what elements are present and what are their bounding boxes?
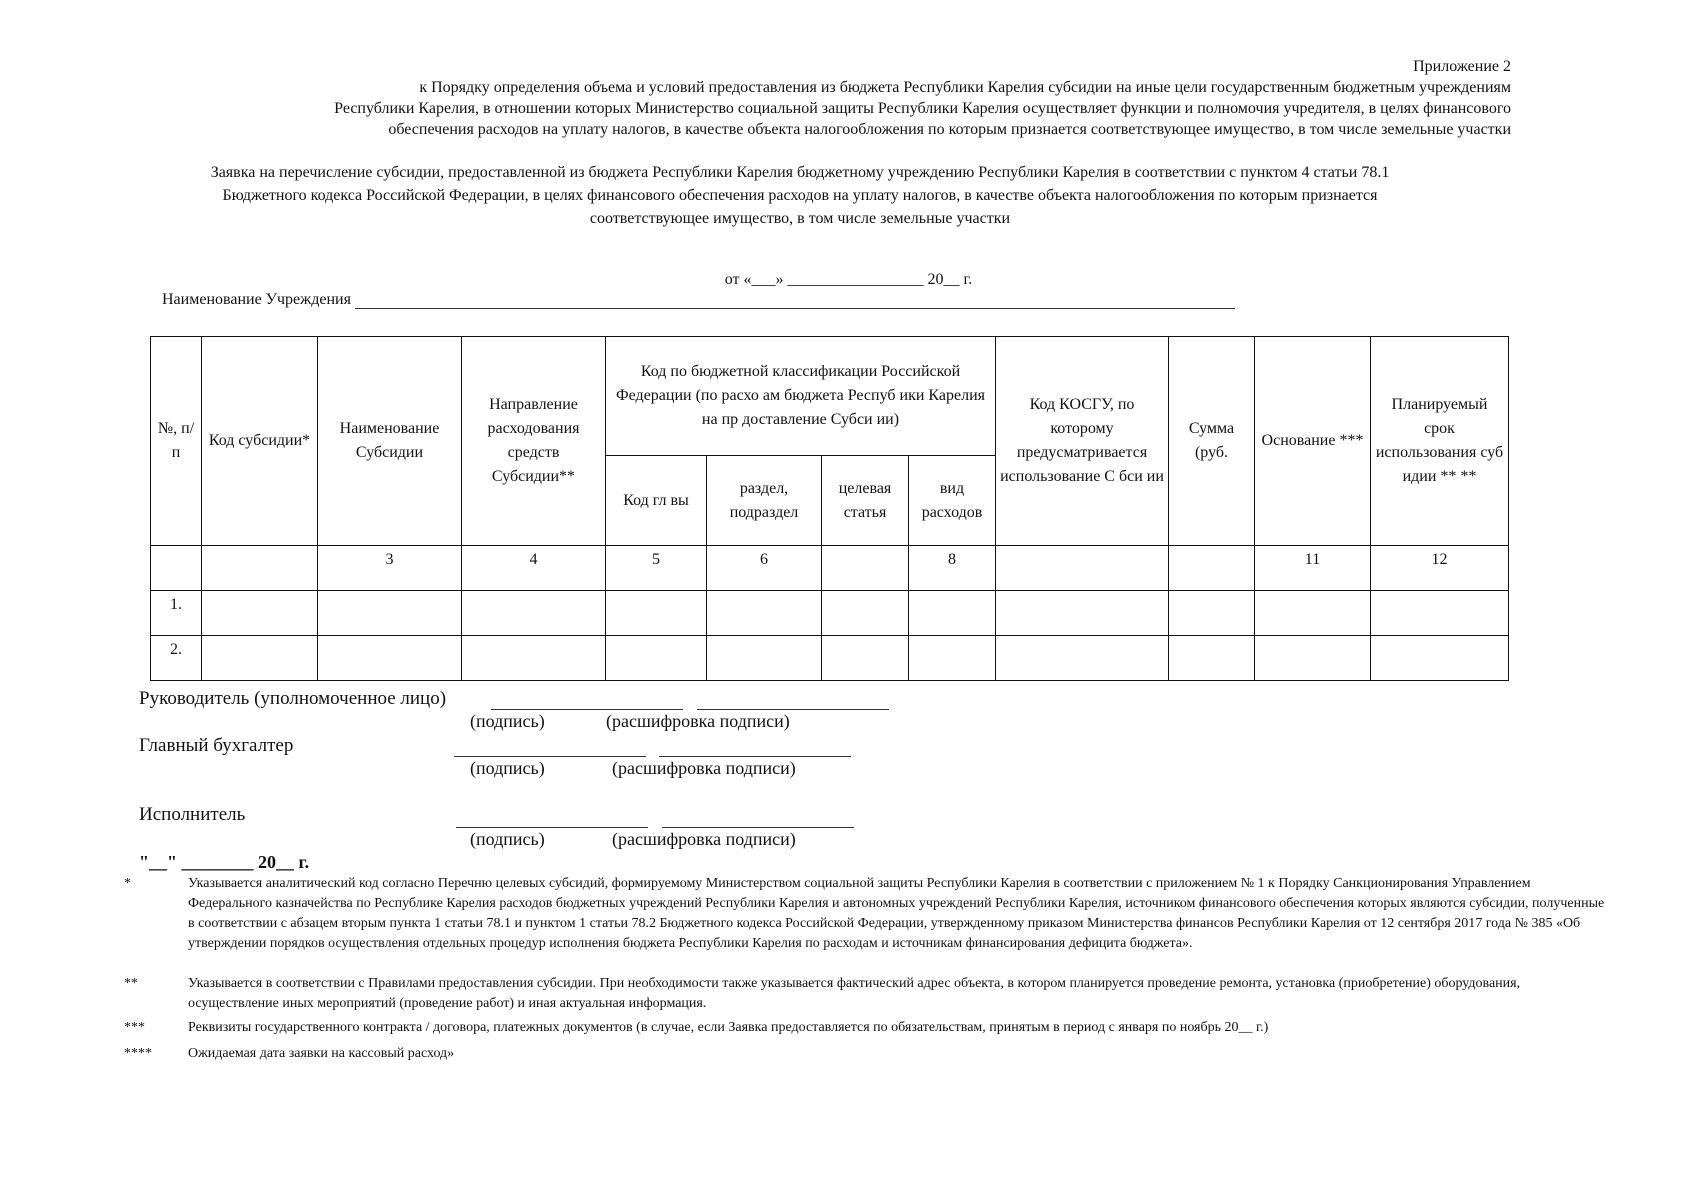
col-number: 11 xyxy=(1255,546,1371,591)
col-header-expense-type: вид расходов xyxy=(909,456,996,546)
footnote-mark: *** xyxy=(124,1020,145,1035)
row-number: 2. xyxy=(151,636,202,681)
appendix-line-3: обеспечения расходов на уплату налогов, в качестве объекта налогообложения по которым признается соответствующее имущество, в том числе земельные участки xyxy=(388,121,1511,138)
col-header-budget-classification: Код по бюджетной классификации Российской Федерации (по расхо ам бюджета Респуб ики Карелия на пр доставление Субси ии) xyxy=(606,337,996,456)
col-number: 12 xyxy=(1371,546,1509,591)
col-header-section: раздел, подраздел xyxy=(707,456,822,546)
table-cell[interactable] xyxy=(1371,591,1509,636)
subsidy-request-table xyxy=(150,336,1509,681)
appendix-line-2: Республики Карелия, в отношении которых Министерство социальной защиты Республики Карелия осуществляет функции и полномочия учредителя, в целях финансового xyxy=(334,100,1511,117)
appendix-line-1: к Порядку определения объема и условий предоставления из бюджета Республики Карелия субсидии на иные цели государственным бюджетным учреждениям xyxy=(419,79,1511,96)
table-cell[interactable] xyxy=(202,591,318,636)
footnotes xyxy=(124,874,1614,1068)
table-cell[interactable] xyxy=(462,591,606,636)
title-line-3: соответствующее имущество, в том числе земельные участки xyxy=(589,210,1011,227)
col-header-chapter-code: Код гл вы xyxy=(606,456,707,546)
table-cell[interactable] xyxy=(1169,636,1255,681)
col-number: 5 xyxy=(606,546,707,591)
document-title xyxy=(120,161,1480,230)
table-cell[interactable] xyxy=(318,591,462,636)
signature-caption: (подпись) xyxy=(470,829,545,849)
col-number: 4 xyxy=(462,546,606,591)
table-cell[interactable] xyxy=(606,591,707,636)
table-cell[interactable] xyxy=(996,591,1169,636)
head-decode-line[interactable] xyxy=(697,708,889,710)
footnote-4 xyxy=(124,1044,1614,1068)
footnote-mark: ** xyxy=(124,976,138,991)
footnote-text: Реквизиты государственного контракта / договора, платежных документов (в случае, если Заявка предоставляется по обязательствам, принятым в период с января по ноябрь 20__ г.) xyxy=(188,1020,1269,1035)
appendix-header xyxy=(334,56,1511,140)
table-cell[interactable] xyxy=(202,636,318,681)
col-number xyxy=(151,546,202,591)
executor-decode-line[interactable] xyxy=(662,826,854,828)
table-cell[interactable] xyxy=(606,636,707,681)
col-number: 8 xyxy=(909,546,996,591)
table-cell[interactable] xyxy=(909,636,996,681)
footnote-text: Указывается в соответствии с Правилами предоставления субсидии. При необходимости также указывается фактический адрес объекта, в котором планируется проведение ремонта, установка (приобретение) оборудования, осуществление иных мероприятий (проведение работ) и иная актуальная информация. xyxy=(188,976,1521,1011)
row-number: 1. xyxy=(151,591,202,636)
col-number xyxy=(1169,546,1255,591)
head-signature-label: Руководитель (уполномоченное лицо) xyxy=(139,688,447,709)
table-cell[interactable] xyxy=(1255,636,1371,681)
table-cell[interactable] xyxy=(822,636,909,681)
footnote-1 xyxy=(124,874,1614,974)
col-header-term: Планируемый срок использования суб идии ** ** xyxy=(1371,337,1509,546)
table-cell[interactable] xyxy=(462,636,606,681)
institution-name-field[interactable] xyxy=(355,294,1235,309)
table-row xyxy=(151,636,1509,681)
footnote-text: Ожидаемая дата заявки на кассовый расход» xyxy=(188,1046,455,1061)
signature-date: "__" ________ 20__ г. xyxy=(139,852,310,872)
accountant-signature-line[interactable] xyxy=(454,755,646,757)
footnote-3 xyxy=(124,1018,1614,1044)
column-number-row xyxy=(151,546,1509,591)
decode-caption: (расшифровка подписи) xyxy=(606,711,790,731)
col-number: 3 xyxy=(318,546,462,591)
accountant-signature-label: Главный бухгалтер xyxy=(139,735,294,756)
col-number xyxy=(822,546,909,591)
title-line-2: Бюджетного кодекса Российской Федерации, в целях финансового обеспечения расходов на уплату налогов, в качестве объекта налогообложения по которым признается xyxy=(222,187,1378,204)
footnote-mark: **** xyxy=(124,1046,152,1061)
table-cell[interactable] xyxy=(822,591,909,636)
table-row xyxy=(151,591,1509,636)
col-header-target-article: целевая статья xyxy=(822,456,909,546)
table-cell[interactable] xyxy=(996,636,1169,681)
col-header-code: Код субсидии* xyxy=(202,337,318,546)
col-header-sum: Сумма (руб. xyxy=(1169,337,1255,546)
decode-caption: (расшифровка подписи) xyxy=(612,829,796,849)
decode-caption: (расшифровка подписи) xyxy=(612,758,796,778)
title-line-1: Заявка на перечисление субсидии, предоставленной из бюджета Республики Карелия бюджетному учреждению Республики Карелия в соответствии с пунктом 4 статьи 78.1 xyxy=(210,164,1390,181)
table-cell[interactable] xyxy=(318,636,462,681)
date-line: от «___» _________________ 20__ г. xyxy=(724,271,973,288)
col-number: 6 xyxy=(707,546,822,591)
col-number xyxy=(996,546,1169,591)
table-cell[interactable] xyxy=(909,591,996,636)
signature-caption: (подпись) xyxy=(470,711,545,731)
footnote-text: Указывается аналитический код согласно Перечню целевых субсидий, формируемому Министерством социальной защиты Республики Карелия в соответствии с приложением № 1 к Порядку Санкционирования Управлением Федерального казначейства по Республике Карелия расходов бюджетных учреждений Республики Карелия и автономных учреждений Республики Карелия, источником финансового обеспечения которых являются субсидии, полученные в соответствии с абзацем вторым пункта 1 статьи 78.1 и пунктом 1 статьи 78.2 Бюджетного кодекса Российской Федерации, утвержденному приказом Министерства финансов Республики Карелия от 12 сентября 2017 года № 385 «Об утверждении порядков осуществления отдельных процедур исполнения бюджета Республики Карелия по расходам и источникам финансирования дефицита бюджета». xyxy=(188,876,1605,951)
col-header-name: Наименование Субсидии xyxy=(318,337,462,546)
institution-row xyxy=(162,291,1235,309)
appendix-number: Приложение 2 xyxy=(1413,58,1511,75)
table-cell[interactable] xyxy=(1255,591,1371,636)
executor-signature-line[interactable] xyxy=(456,826,648,828)
col-number xyxy=(202,546,318,591)
col-header-basis: Основание *** xyxy=(1255,337,1371,546)
footnote-mark: * xyxy=(124,876,131,891)
table-cell[interactable] xyxy=(1371,636,1509,681)
table-cell[interactable] xyxy=(707,591,822,636)
signature-caption: (подпись) xyxy=(470,758,545,778)
col-header-direction: Направление расходования средств Субсидии** xyxy=(462,337,606,546)
col-header-kosgu: Код КОСГУ, по которому предусматривается использование С бси ии xyxy=(996,337,1169,546)
footnote-2 xyxy=(124,974,1614,1018)
accountant-decode-line[interactable] xyxy=(659,755,851,757)
table-cell[interactable] xyxy=(1169,591,1255,636)
table-cell[interactable] xyxy=(707,636,822,681)
col-header-no: №, п/п xyxy=(151,337,202,546)
institution-label: Наименование Учреждения xyxy=(162,291,351,308)
executor-signature-label: Исполнитель xyxy=(139,804,246,825)
head-signature-line[interactable] xyxy=(491,708,683,710)
